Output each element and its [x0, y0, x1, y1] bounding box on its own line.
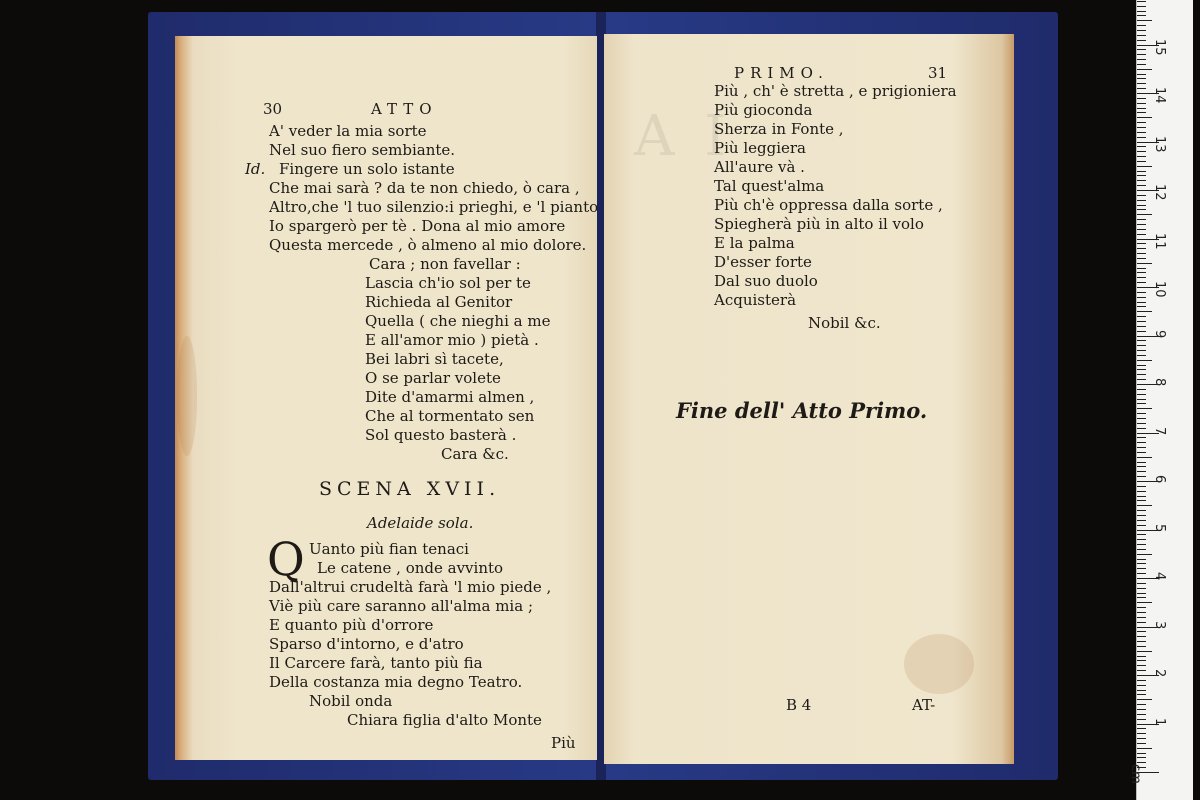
ruler-tick — [1137, 175, 1146, 176]
ruler-tick — [1137, 74, 1146, 75]
ruler-tick — [1137, 476, 1146, 477]
ruler-tick — [1137, 665, 1146, 666]
ruler-tick — [1137, 122, 1146, 123]
text-line: Sherza in Fonte , — [714, 120, 844, 138]
ruler-tick — [1137, 714, 1146, 715]
ruler-tick — [1137, 408, 1152, 409]
ruler-tick — [1137, 117, 1152, 118]
ruler-tick — [1137, 588, 1146, 589]
ruler-tick — [1137, 466, 1146, 467]
ruler-tick — [1137, 219, 1146, 220]
aria-line: Dite d'amarmi almen , — [365, 388, 535, 406]
ruler-tick — [1137, 54, 1146, 55]
aria-line: Quella ( che nieghi a me — [365, 312, 551, 330]
ruler-tick — [1137, 505, 1152, 506]
text-line: Fingere un solo istante — [279, 160, 455, 178]
ruler-tick — [1137, 297, 1146, 298]
ruler-tick — [1137, 69, 1152, 70]
ruler-number: 11 — [1152, 232, 1167, 250]
ruler-number: 7 — [1152, 426, 1167, 435]
ruler-tick — [1137, 25, 1146, 26]
ruler-tick — [1137, 331, 1146, 332]
ruler-tick — [1137, 753, 1146, 754]
ruler-tick — [1137, 292, 1146, 293]
text-line: Nel suo fiero sembiante. — [269, 141, 456, 159]
ruler-tick — [1137, 554, 1152, 555]
aria-line: E all'amor mio ) pietà . — [365, 331, 539, 349]
text-line: Più , ch' è stretta , e prigioniera — [714, 82, 957, 100]
ruler-tick — [1137, 428, 1146, 429]
text-line: Il Carcere farà, tanto più fia — [269, 654, 483, 672]
ruler-tick — [1137, 442, 1146, 443]
text-line: All'aure và . — [714, 158, 805, 176]
ruler-tick — [1137, 78, 1146, 79]
ruler-tick — [1137, 20, 1152, 21]
text-line: Chiara figlia d'alto Monte — [347, 711, 542, 729]
ruler-tick — [1137, 539, 1146, 540]
aria-line: Cara ; non favellar : — [369, 255, 521, 273]
ruler-tick — [1137, 403, 1146, 404]
ruler-tick — [1137, 520, 1146, 521]
ruler-tick — [1137, 234, 1146, 235]
ruler-tick — [1137, 277, 1146, 278]
ruler-tick — [1137, 728, 1146, 729]
paper-stain — [904, 634, 974, 694]
ruler-tick — [1137, 209, 1146, 210]
ruler-number: 5 — [1152, 523, 1167, 532]
ruler-tick — [1137, 302, 1146, 303]
ruler-number: 2 — [1152, 669, 1167, 678]
ruler-tick — [1137, 103, 1146, 104]
ruler-tick — [1137, 699, 1152, 700]
ruler-tick — [1137, 98, 1146, 99]
ruler-tick — [1137, 394, 1146, 395]
ruler-tick — [1137, 272, 1146, 273]
ruler-tick — [1137, 597, 1146, 598]
ruler-tick — [1137, 180, 1146, 181]
ruler-tick — [1137, 733, 1146, 734]
ruler-tick — [1137, 132, 1146, 133]
ruler-tick — [1137, 112, 1146, 113]
text-line: D'esser forte — [714, 253, 812, 271]
right-page — [604, 34, 1014, 764]
ruler-tick — [1137, 127, 1146, 128]
ruler-tick — [1137, 510, 1146, 511]
ruler-tick — [1137, 365, 1146, 366]
page-number: 31 — [928, 64, 948, 82]
text-line: Della costanza mia degno Teatro. — [269, 673, 523, 691]
scene-subtitle: Adelaide sola. — [367, 514, 474, 532]
ruler-tick — [1137, 544, 1146, 545]
running-head: ATTO — [371, 100, 438, 118]
ruler-tick — [1137, 253, 1146, 254]
ruler-tick — [1137, 685, 1146, 686]
measuring-ruler — [1128, 0, 1193, 800]
ruler-tick — [1137, 670, 1146, 671]
ruler-tick — [1137, 738, 1146, 739]
ruler-tick — [1137, 40, 1146, 41]
ruler-tick — [1137, 559, 1146, 560]
ruler-tick — [1137, 49, 1146, 50]
ruler-tick — [1137, 258, 1146, 259]
aria-line: Lascia ch'io sol per te — [365, 274, 531, 292]
ruler-number: 4 — [1152, 572, 1167, 581]
ruler-number: 6 — [1152, 475, 1167, 484]
ruler-tick — [1137, 205, 1146, 206]
text-line: A' veder la mia sorte — [269, 122, 427, 140]
ruler-tick — [1137, 525, 1146, 526]
ruler-tick — [1137, 306, 1146, 307]
ruler-tick — [1137, 583, 1146, 584]
aria-line: Bei labri sì tacete, — [365, 350, 504, 368]
ruler-tick — [1137, 6, 1146, 7]
ruler-tick — [1137, 418, 1146, 419]
ruler-tick — [1137, 64, 1146, 65]
ruler-tick — [1137, 35, 1146, 36]
ruler-tick — [1137, 563, 1146, 564]
ruler-tick — [1137, 345, 1146, 346]
ruler-tick — [1137, 719, 1146, 720]
ruler-number: 9 — [1152, 329, 1167, 338]
drop-cap: Q — [267, 532, 305, 586]
ruler-tick — [1137, 340, 1146, 341]
ruler-unit-label: cm — [1128, 764, 1143, 784]
ruler-tick — [1137, 622, 1146, 623]
ruler-tick — [1137, 660, 1146, 661]
ruler-tick — [1137, 83, 1146, 84]
ruler-tick — [1137, 447, 1146, 448]
text-line: Dal suo duolo — [714, 272, 818, 290]
text-line: Tal quest'alma — [714, 177, 825, 195]
ruler-tick — [1137, 88, 1146, 89]
ruler-tick — [1137, 1, 1146, 2]
text-line: E la palma — [714, 234, 795, 252]
ruler-tick — [1137, 651, 1152, 652]
ruler-tick — [1137, 399, 1146, 400]
act-end-title: Fine dell' Atto Primo. — [676, 398, 928, 423]
text-line: Dall'altrui crudeltà farà 'l mio piede , — [269, 578, 552, 596]
text-line: Nobil onda — [309, 692, 393, 710]
catchword: AT- — [912, 696, 936, 714]
ruler-tick — [1137, 263, 1152, 264]
show-through-text: A I — [634, 104, 733, 169]
ruler-tick — [1137, 641, 1146, 642]
ruler-tick — [1137, 326, 1146, 327]
ruler-tick — [1137, 457, 1152, 458]
text-line: Acquisterà — [714, 291, 797, 309]
ruler-tick — [1137, 243, 1146, 244]
ruler-tick — [1137, 248, 1146, 249]
text-line: Più ch'è oppressa dalla sorte , — [714, 196, 943, 214]
ruler-tick — [1137, 316, 1146, 317]
text-line: Uanto più fian tenaci — [309, 540, 469, 558]
ruler-tick — [1137, 496, 1146, 497]
ruler-tick — [1137, 631, 1146, 632]
ruler-tick — [1137, 437, 1146, 438]
ruler-tick — [1137, 166, 1152, 167]
ruler-tick — [1137, 156, 1146, 157]
ruler-tick — [1137, 161, 1146, 162]
ruler-tick — [1137, 491, 1146, 492]
text-line: Che mai sarà ? da te non chiedo, ò cara , — [269, 179, 580, 197]
ruler-number: 10 — [1152, 281, 1167, 298]
ruler-tick — [1137, 389, 1146, 390]
ruler-tick — [1137, 137, 1146, 138]
catchword: Più — [551, 734, 576, 752]
ruler-tick — [1137, 500, 1146, 501]
ruler-tick — [1137, 195, 1146, 196]
ruler-tick — [1137, 568, 1146, 569]
ruler-tick — [1137, 452, 1146, 453]
ruler-number: 3 — [1152, 620, 1167, 629]
text-line: Questa mercede , ò almeno al mio dolore. — [269, 236, 587, 254]
aria-line: Sol questo basterà . — [365, 426, 517, 444]
text-line: Io spargerò per tè . Dona al mio amore — [269, 217, 566, 235]
ruler-tick — [1137, 607, 1146, 608]
ruler-tick — [1137, 602, 1152, 603]
ruler-tick — [1137, 369, 1146, 370]
speaker-label: Id. — [245, 160, 266, 178]
ruler-tick — [1137, 282, 1146, 283]
ruler-tick — [1137, 656, 1146, 657]
ruler-number: 12 — [1152, 184, 1167, 201]
ruler-number: 13 — [1152, 135, 1167, 153]
ruler-number: 14 — [1152, 87, 1167, 104]
ruler-tick — [1137, 462, 1146, 463]
ruler-tick — [1137, 379, 1146, 380]
aria-line: O se parlar volete — [365, 369, 501, 387]
ruler-tick — [1137, 15, 1146, 16]
ruler-tick — [1137, 694, 1146, 695]
ruler-tick — [1137, 743, 1146, 744]
scene-title: SCENA XVII. — [319, 478, 501, 500]
ruler-tick — [1137, 593, 1146, 594]
text-line: E quanto più d'orrore — [269, 616, 434, 634]
ruler-tick — [1137, 748, 1152, 749]
ruler-tick — [1137, 30, 1146, 31]
ruler-number: 15 — [1152, 38, 1167, 56]
ruler-tick — [1137, 185, 1146, 186]
ruler-tick — [1137, 350, 1146, 351]
text-line: Le catene , onde avvinto — [317, 559, 504, 577]
aria-line: Richieda al Genitor — [365, 293, 513, 311]
aria-end: Nobil &c. — [808, 314, 881, 332]
ruler-tick — [1137, 11, 1146, 12]
ruler-tick — [1137, 214, 1152, 215]
text-line: Viè più care saranno all'alma mia ; — [269, 597, 533, 615]
page-number: 30 — [263, 100, 283, 118]
signature-mark: B 4 — [786, 696, 812, 714]
ruler-tick — [1137, 515, 1146, 516]
text-line: Più leggiera — [714, 139, 806, 157]
ruler-tick — [1137, 709, 1146, 710]
ruler-tick — [1137, 704, 1146, 705]
ruler-tick — [1137, 757, 1146, 758]
ruler-tick — [1137, 680, 1146, 681]
ruler-tick — [1137, 59, 1146, 60]
paper-stain — [177, 336, 197, 456]
ruler-number: 1 — [1152, 717, 1167, 726]
ruler-tick — [1137, 229, 1146, 230]
ruler-tick — [1137, 612, 1146, 613]
ruler-tick — [1137, 171, 1146, 172]
ruler-tick — [1137, 321, 1146, 322]
ruler-tick — [1137, 151, 1146, 152]
ruler-tick — [1137, 200, 1146, 201]
ruler-tick — [1137, 534, 1146, 535]
ruler-tick — [1137, 413, 1146, 414]
ruler-tick — [1137, 549, 1146, 550]
ruler-number: 8 — [1152, 378, 1167, 387]
ruler-tick — [1137, 636, 1146, 637]
left-page — [175, 36, 597, 760]
text-line: Sparso d'intorno, e d'atro — [269, 635, 464, 653]
text-line: Spiegherà più in alto il volo — [714, 215, 924, 233]
ruler-tick — [1137, 146, 1146, 147]
ruler-tick — [1137, 374, 1146, 375]
ruler-tick — [1137, 573, 1146, 574]
ruler-tick — [1137, 360, 1152, 361]
text-line: Più gioconda — [714, 101, 813, 119]
ruler-tick — [1137, 355, 1146, 356]
ruler-tick — [1137, 617, 1146, 618]
ruler-tick — [1137, 690, 1146, 691]
ruler-tick — [1137, 108, 1146, 109]
ruler-tick — [1137, 268, 1146, 269]
ruler-tick — [1137, 311, 1152, 312]
ruler-tick — [1137, 423, 1146, 424]
aria-end: Cara &c. — [441, 445, 509, 463]
ruler-tick — [1137, 486, 1146, 487]
ruler-tick — [1137, 471, 1146, 472]
aria-line: Che al tormentato sen — [365, 407, 535, 425]
ruler-tick — [1137, 224, 1146, 225]
running-head: PRIMO. — [734, 64, 829, 82]
text-line: Altro,che 'l tuo silenzio:i prieghi, e 'l pianto — [269, 198, 599, 216]
ruler-tick — [1137, 646, 1146, 647]
